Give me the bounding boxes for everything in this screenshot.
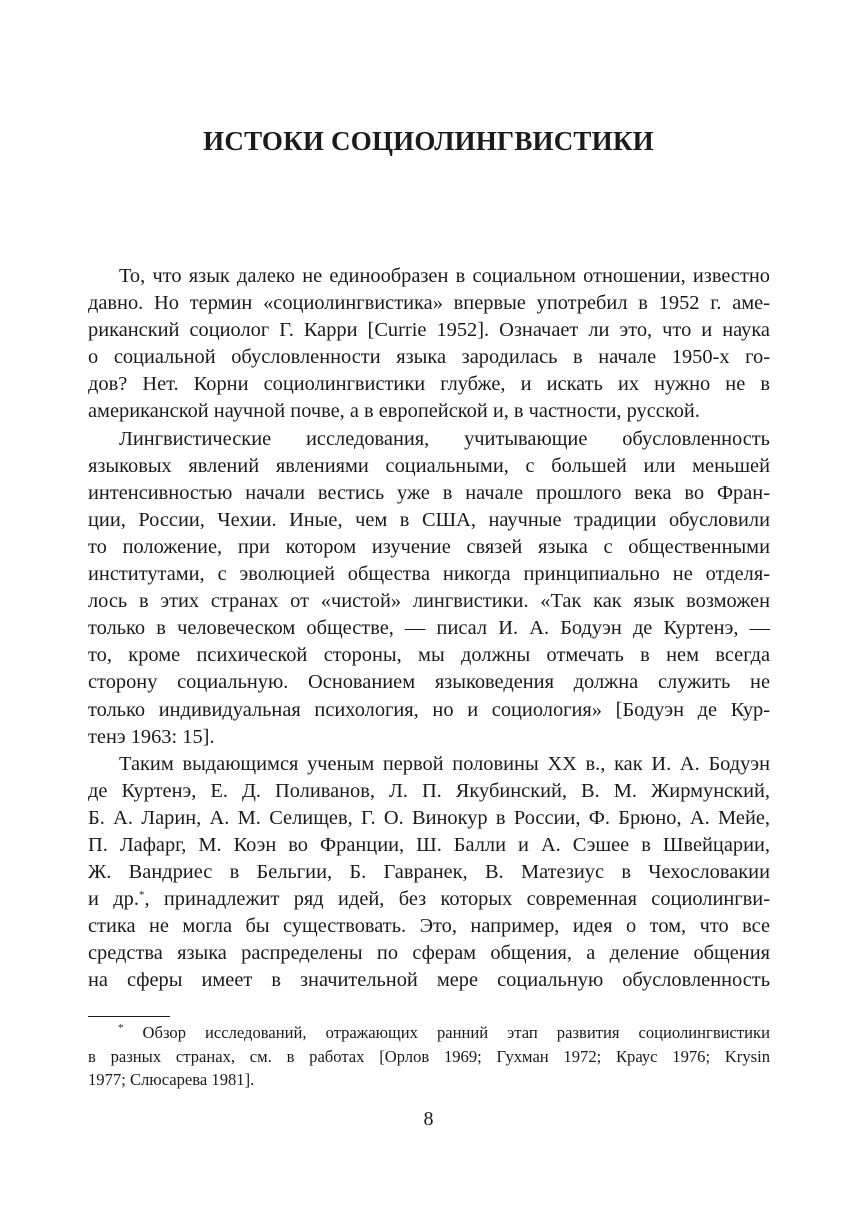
text-line: Таким выдающимся ученым первой половины XX в., как И. А. Бодуэн xyxy=(119,752,770,775)
text-line: давно. Но термин «социолингвистика» впервые употребил в 1952 г. аме- xyxy=(88,292,770,315)
text-line-with-footnote-ref xyxy=(88,886,770,913)
footnote-divider xyxy=(88,1016,170,1017)
text-line: то положение, при котором изучение связей языка с общественными xyxy=(88,535,770,558)
text-line: средства языка распределены по сферам общения, а деление общения xyxy=(88,942,770,965)
text-line: То, что язык далеко не единообразен в социальном отношении, известно xyxy=(119,265,770,287)
text-fragment: Обзор исследований, отражающих ранний этап развития социолингвистики xyxy=(123,1023,770,1042)
text-line: стика не могла бы существовать. Это, например, идея о том, что все xyxy=(88,915,770,938)
text-fragment: и др. xyxy=(88,888,139,911)
page-number: 8 xyxy=(423,1108,434,1130)
text-line: Б. А. Ларин, А. М. Селищев, Г. О. Винокур в России, Ф. Брюно, А. Мейе, xyxy=(88,806,770,829)
text-line: на сферы имеет в значительной мере социальную обусловленность xyxy=(88,969,770,992)
paragraph xyxy=(88,426,770,751)
text-line: Лингвистические исследования, учитывающие обусловленность xyxy=(119,427,770,450)
text-line: сторону социальную. Основанием языковедения должна служить не xyxy=(88,671,770,694)
text-line: только в человеческом обществе, — писал И. А. Бодуэн де Куртенэ, — xyxy=(88,617,770,640)
text-line: ции, России, Чехии. Иные, чем в США, научные традиции обусловили xyxy=(88,508,770,531)
paragraph xyxy=(88,263,770,426)
text-line: американской научной почве, а в европейской и, в частности, русской. xyxy=(88,400,700,423)
text-line: де Куртенэ, Е. Д. Поливанов, Л. П. Якубинский, В. М. Жирмунский, xyxy=(88,779,770,802)
text-line: то, кроме психической стороны, мы должны отмечать в нем всегда xyxy=(88,644,770,667)
paragraph xyxy=(88,751,770,995)
text-line: дов? Нет. Корни социолингвистики глубже, и искать их нужно не в xyxy=(88,373,770,396)
text-line: интенсивностью начали вестись уже в начале прошлого века во Фран- xyxy=(88,481,770,504)
text-line: только индивидуальная психология, но и социология» [Бодуэн де Кур- xyxy=(88,698,770,721)
text-line: лось в этих странах от «чистой» лингвистики. «Так как язык возможен xyxy=(88,590,770,613)
text-line: о социальной обусловленности языка зародилась в начале 1950-х го- xyxy=(88,346,770,369)
text-line: риканский социолог Г. Карри [Currie 1952]. Означает ли это, что и наука xyxy=(88,319,770,342)
footnote-line: в разных странах, см. в работах [Орлов 1969; Гухман 1972; Краус 1976; Krysin xyxy=(88,1046,770,1066)
text-line: Ж. Вандриес в Бельгии, Б. Гавранек, В. Матезиус в Чехословакии xyxy=(88,861,770,884)
text-line: П. Лафарг, М. Коэн во Франции, Ш. Балли и А. Сэшее в Швейцарии, xyxy=(88,833,770,856)
text-fragment: , принадлежит ряд идей, без которых современная социолингви- xyxy=(144,888,770,911)
text-line: институтами, с эволюцией общества никогда принципиально не отделя- xyxy=(88,563,770,586)
footnote xyxy=(88,1021,770,1092)
text-line: языковых явлений явлениями социальными, с большей или меньшей xyxy=(88,454,770,477)
text-line: тенэ 1963: 15]. xyxy=(88,725,215,748)
chapter-title: ИСТОКИ СОЦИОЛИНГВИСТИКИ xyxy=(203,126,654,156)
body-text xyxy=(88,263,770,995)
footnote-line xyxy=(88,1021,770,1045)
footnote-reference[interactable]: * xyxy=(138,889,145,902)
footnote-line: 1977; Слюсарева 1981]. xyxy=(88,1070,255,1089)
footnote-marker: * xyxy=(118,1022,124,1034)
